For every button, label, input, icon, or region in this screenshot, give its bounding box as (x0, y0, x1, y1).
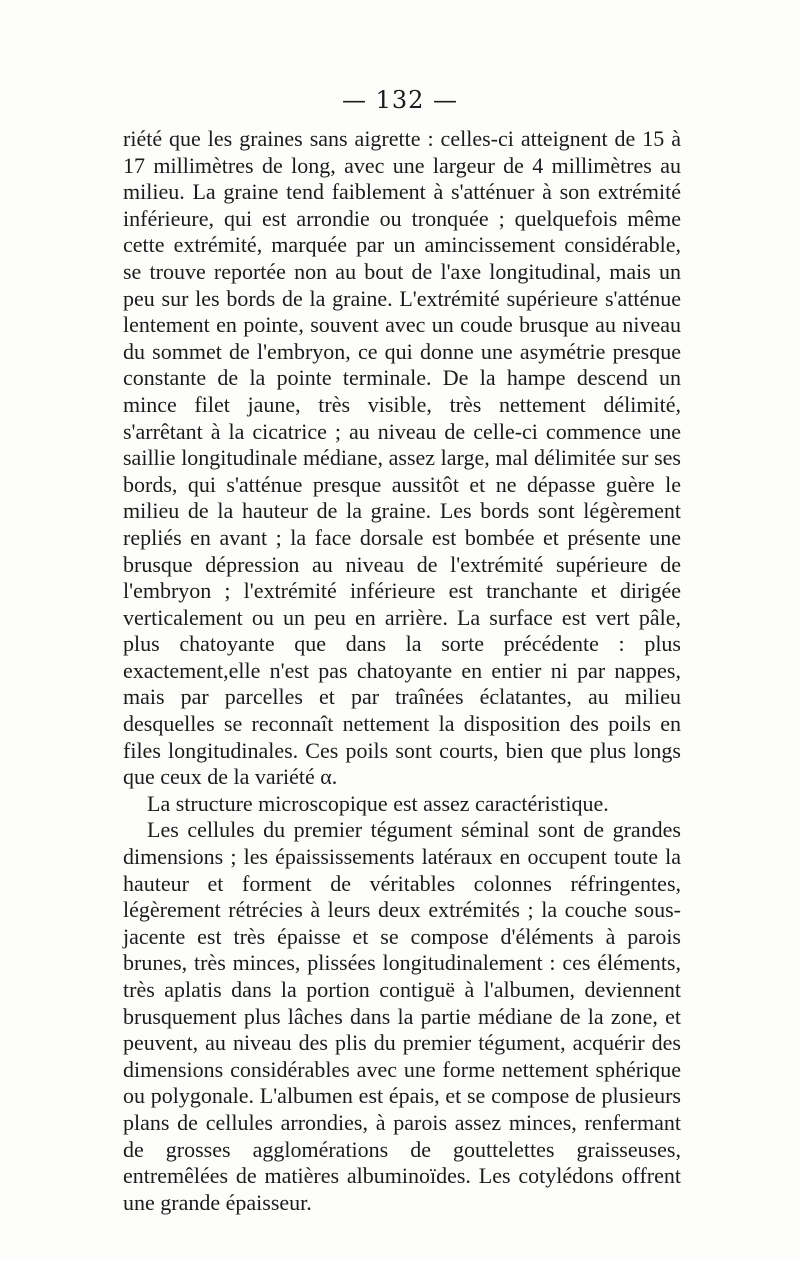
page-number: — 132 — (341, 86, 459, 114)
body-text (123, 126, 681, 1216)
paragraph-1: riété que les graines sans aigrette : celles-ci atteignent de 15 à 17 millimètres de long, avec une largeur de 4 millimètres au milieu. La graine tend faiblement à s'atténuer à son extrémité inférieure, qui est arrondie ou tronquée ; quelquefois même cette extrémité, marquée par un amincissement considérable, se trouve reportée non au bout de l'axe longitudinal, mais un peu sur les bords de la graine. L'extrémité supérieure s'atténue lentement en pointe, souvent avec un coude brusque au niveau du sommet de l'embryon, ce qui donne une asymétrie presque constante de la pointe terminale. De la hampe descend un mince filet jaune, très visible, très nettement délimité, s'arrêtant à la cicatrice ; au niveau de celle-ci commence une saillie longitudinale médiane, assez large, mal délimitée sur ses bords, qui s'atténue presque aussitôt et ne dépasse guère le milieu de la hauteur de la graine. Les bords sont légèrement repliés en avant ; la face dorsale est bombée et présente une brusque dépression au niveau de l'extrémité supérieure de l'embryon ; l'extrémité inférieure est tranchante et dirigée verticalement ou un peu en arrière. La surface est vert pâle, plus chatoyante que dans la sorte précédente : plus exactement,elle n'est pas chatoyante en entier ni par nappes, mais par parcelles et par traînées éclatantes, au milieu desquelles se reconnaît nettement la disposition des poils en files longitudinales. Ces poils sont courts, bien que plus longs que ceux de la variété α. (123, 126, 681, 790)
paragraph-3: Les cellules du premier tégument séminal sont de grandes dimensions ; les épaississements latéraux en occupent toute la hauteur et forment de véritables colonnes réfringentes, légèrement rétrécies à leurs deux extrémités ; la couche sous-jacente est très épaisse et se compose d'éléments à parois brunes, très minces, plissées longitudinalement : ces éléments, très aplatis dans la portion contiguë à l'albumen, deviennent brusquement plus lâches dans la partie médiane de la zone, et peuvent, au niveau des plis du premier tégument, acquérir des dimensions considérables avec une forme nettement sphérique ou polygonale. L'albumen est épais, et se compose de plusieurs plans de cellules arrondies, à parois assez minces, renfermant de grosses agglomérations de gouttelettes graisseuses, entremêlées de matières albuminoïdes. Les cotylédons offrent une grande épaisseur. (123, 817, 681, 1215)
paragraph-2: La structure microscopique est assez caractéristique. (147, 790, 609, 816)
